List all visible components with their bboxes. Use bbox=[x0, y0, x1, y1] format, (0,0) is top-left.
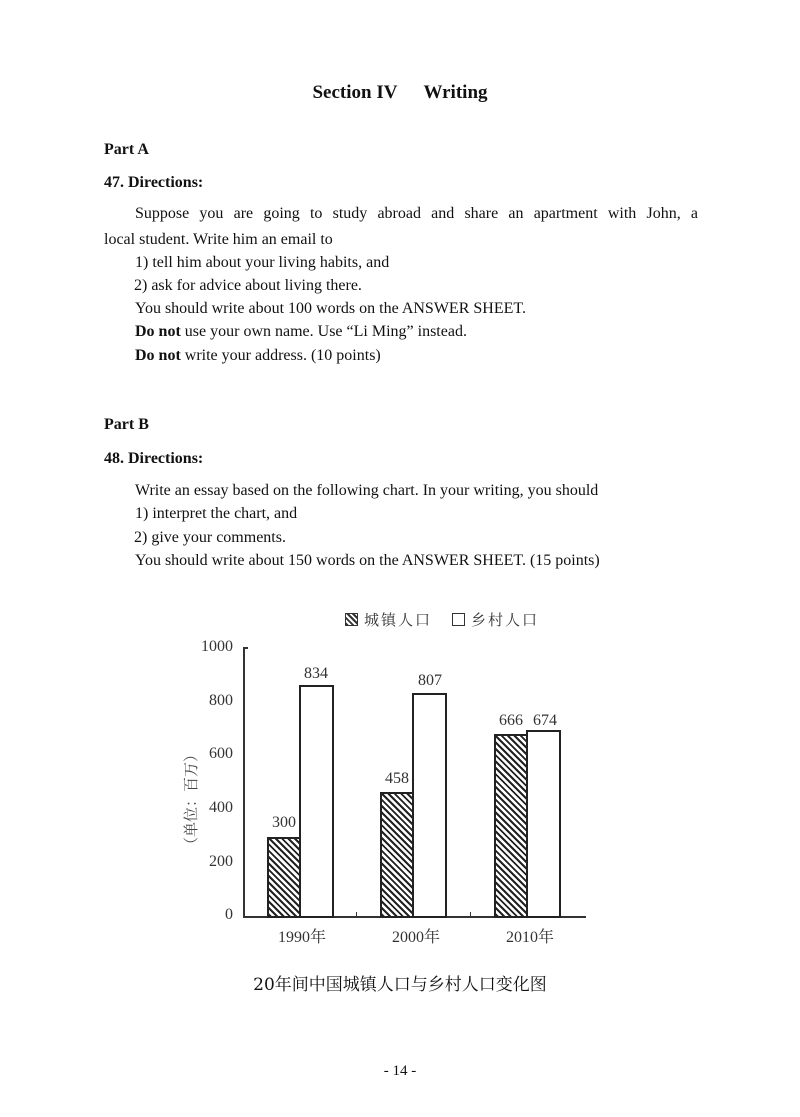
part-a-item-2: 2) ask for advice about living there. bbox=[134, 277, 362, 294]
x-label-2010: 2010年 bbox=[505, 929, 554, 946]
part-a-rule-2 bbox=[135, 344, 381, 367]
value-label-urban-1990: 300 bbox=[272, 814, 296, 831]
chart-legend bbox=[345, 604, 580, 634]
rule-1-emphasis: Do not bbox=[135, 323, 181, 340]
rule-2-emphasis: Do not bbox=[135, 347, 181, 364]
part-a-rule-1 bbox=[135, 320, 467, 343]
part-b-intro: Write an essay based on the following chart. In your writing, you should bbox=[135, 482, 599, 499]
value-label-urban-2000: 458 bbox=[385, 770, 409, 787]
x-tick-1 bbox=[356, 912, 357, 916]
page-number: - 14 - bbox=[383, 1063, 417, 1079]
legend-label-rural: 乡村人口 bbox=[471, 610, 540, 629]
bar-rural-2000 bbox=[412, 693, 447, 918]
y-tick-200: 200 bbox=[209, 853, 233, 870]
y-tick-0: 0 bbox=[225, 906, 233, 923]
y-tick-800: 800 bbox=[209, 692, 233, 709]
chart-caption: 20年间中国城镇人口与乡村人口变化图 bbox=[253, 975, 547, 995]
bar-rural-2010 bbox=[526, 730, 561, 918]
bar-urban-1990 bbox=[267, 837, 301, 918]
y-tick-1000: 1000 bbox=[201, 638, 233, 655]
part-a-intro-line1: Suppose you are going to study abroad and share an apartment with John, a bbox=[135, 205, 698, 222]
value-label-rural-2000: 807 bbox=[418, 672, 442, 689]
chart-y-axis-top-tick bbox=[243, 647, 248, 649]
part-b-item-2: 2) give your comments. bbox=[134, 529, 286, 546]
question-48-heading: 48. Directions: bbox=[104, 450, 204, 467]
part-b-heading: Part B bbox=[104, 416, 149, 433]
legend-swatch-rural-icon bbox=[452, 613, 465, 626]
legend-swatch-urban-icon bbox=[345, 613, 358, 626]
value-label-rural-1990: 834 bbox=[304, 665, 328, 682]
part-b-item-1: 1) interpret the chart, and bbox=[135, 505, 298, 522]
bar-urban-2010 bbox=[494, 734, 528, 918]
part-b-word-requirement: You should write about 150 words on the ANSWER SHEET. (15 points) bbox=[135, 552, 600, 569]
section-title-name: Writing bbox=[423, 82, 488, 103]
part-a-intro-line2: local student. Write him an email to bbox=[104, 231, 333, 248]
chart-y-axis bbox=[243, 647, 245, 918]
section-title bbox=[0, 82, 800, 104]
question-47-heading: 47. Directions: bbox=[104, 174, 204, 191]
value-label-rural-2010: 674 bbox=[533, 712, 557, 729]
legend-label-urban: 城镇人口 bbox=[364, 610, 433, 629]
value-label-urban-2010: 666 bbox=[499, 712, 523, 729]
x-tick-2 bbox=[470, 912, 471, 916]
part-a-word-requirement: You should write about 100 words on the ANSWER SHEET. bbox=[135, 300, 526, 317]
bar-urban-2000 bbox=[380, 792, 414, 918]
x-label-1990: 1990年 bbox=[277, 929, 326, 946]
y-tick-400: 400 bbox=[209, 799, 233, 816]
bar-rural-1990 bbox=[299, 685, 334, 918]
section-title-number: Section IV bbox=[312, 82, 398, 103]
x-label-2000: 2000年 bbox=[391, 929, 440, 946]
rule-1-text: use your own name. Use “Li Ming” instead. bbox=[180, 323, 467, 340]
y-tick-600: 600 bbox=[209, 745, 233, 762]
part-a-item-1: 1) tell him about your living habits, and bbox=[135, 254, 390, 271]
part-a-heading: Part A bbox=[104, 141, 149, 158]
chart-y-axis-label: （单位：百万） bbox=[182, 746, 200, 852]
rule-2-text: write your address. (10 points) bbox=[180, 347, 381, 364]
